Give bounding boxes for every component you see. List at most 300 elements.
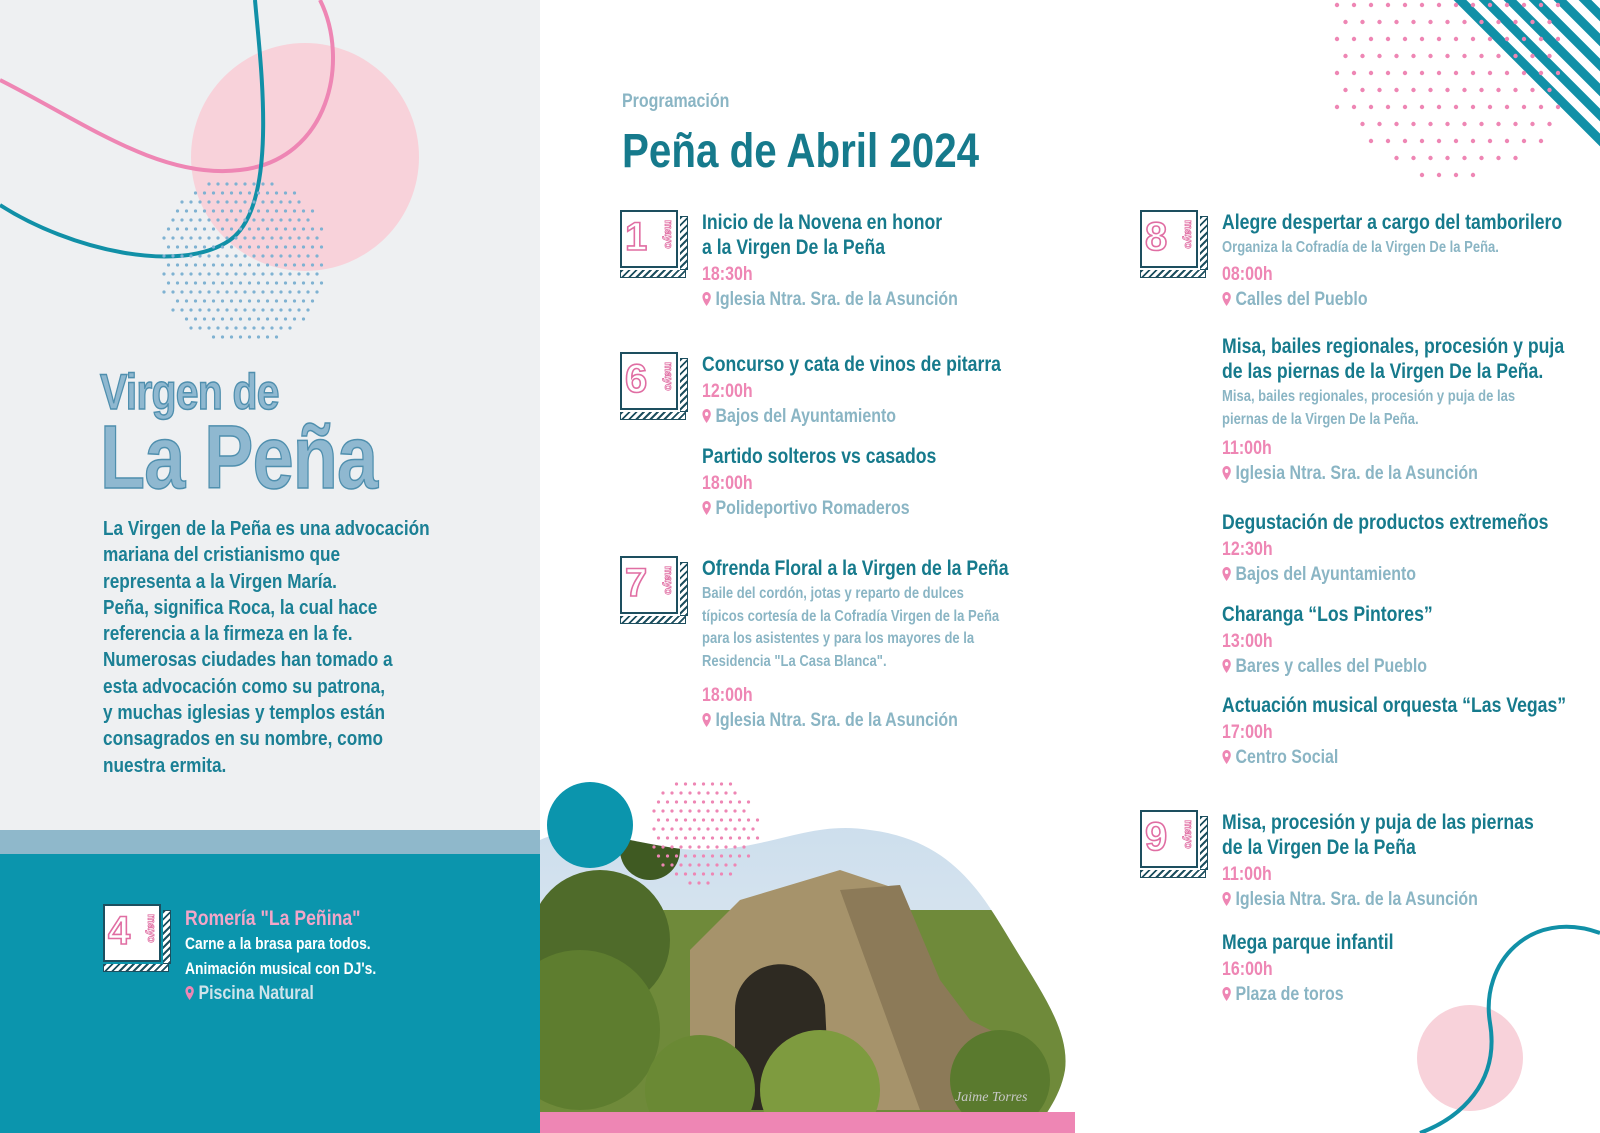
dot	[284, 245, 287, 248]
dot	[216, 326, 219, 329]
dot	[194, 245, 197, 248]
dot	[711, 854, 714, 857]
event-place	[1222, 562, 1548, 587]
dot	[702, 800, 705, 803]
dot	[1411, 122, 1415, 126]
dot	[738, 836, 741, 839]
ermita-photo	[540, 780, 1080, 1133]
dot	[203, 227, 206, 230]
dot	[261, 290, 264, 293]
dot	[257, 209, 260, 212]
dot	[167, 227, 170, 230]
dot	[234, 218, 237, 221]
dot	[1471, 139, 1475, 143]
dot	[212, 227, 215, 230]
event-romeria	[185, 906, 376, 1006]
dot	[684, 872, 687, 875]
dot-pattern	[150, 170, 350, 350]
photo-credit: Jaime Torres	[955, 1090, 1028, 1105]
dot	[284, 281, 287, 284]
dot	[1471, 37, 1475, 41]
dot	[697, 809, 700, 812]
dot	[702, 854, 705, 857]
event-title: de las piernas de la Virgen De la Peña.	[1222, 360, 1544, 383]
dot	[302, 227, 305, 230]
dot	[293, 281, 296, 284]
dot	[207, 326, 210, 329]
event-title: Concurso y cata de vinos de pitarra	[702, 353, 1002, 376]
dot	[198, 326, 201, 329]
intro-line: Peña, significa Roca, la cual hace	[103, 596, 378, 619]
dot	[1471, 173, 1475, 177]
dot	[661, 809, 664, 812]
dot	[212, 191, 215, 194]
dot	[176, 209, 179, 212]
dot	[688, 863, 691, 866]
dot	[1513, 88, 1517, 92]
dot	[1556, 105, 1560, 109]
dot	[221, 227, 224, 230]
dot	[756, 836, 759, 839]
dot	[1547, 88, 1551, 92]
dot	[1556, 71, 1560, 75]
dot	[1462, 88, 1466, 92]
dot	[666, 818, 669, 821]
dot	[1437, 105, 1441, 109]
dot	[216, 200, 219, 203]
dot	[1505, 139, 1509, 143]
dot	[1471, 3, 1475, 7]
intro-line: La Virgen de la Peña es una advocación	[103, 518, 430, 540]
dot	[657, 818, 660, 821]
dot	[162, 272, 165, 275]
date-badge-7-mayo	[620, 556, 680, 616]
dot	[311, 209, 314, 212]
dot	[652, 827, 655, 830]
dot	[715, 791, 718, 794]
event-partido	[702, 444, 936, 521]
dot	[1403, 139, 1407, 143]
event-place	[1222, 887, 1534, 912]
dot	[239, 209, 242, 212]
dot	[221, 191, 224, 194]
event-orquesta	[1222, 693, 1566, 770]
dot	[225, 326, 228, 329]
dot	[162, 236, 165, 239]
dot	[288, 254, 291, 257]
dot	[320, 281, 323, 284]
event-title: Mega parque infantil	[1222, 931, 1394, 954]
badge-month: mayo	[1182, 820, 1194, 849]
dot	[1369, 139, 1373, 143]
dot	[747, 836, 750, 839]
intro-line: nuestra ermita.	[103, 754, 227, 777]
dot	[315, 272, 318, 275]
location-pin-icon	[185, 986, 194, 1000]
dot	[684, 854, 687, 857]
dot	[666, 800, 669, 803]
dot	[684, 818, 687, 821]
event-place	[702, 404, 1001, 429]
dot	[257, 245, 260, 248]
dot	[203, 299, 206, 302]
dot	[742, 827, 745, 830]
dot	[230, 317, 233, 320]
dot	[171, 272, 174, 275]
dot	[180, 236, 183, 239]
dot	[212, 317, 215, 320]
dot	[279, 236, 282, 239]
dot	[189, 218, 192, 221]
dot	[216, 308, 219, 311]
dot	[234, 254, 237, 257]
dot	[702, 836, 705, 839]
dot	[711, 800, 714, 803]
event-misa-procesion	[1222, 810, 1534, 912]
dot	[275, 263, 278, 266]
dot	[261, 182, 264, 185]
dot	[688, 791, 691, 794]
dot	[207, 218, 210, 221]
dot	[747, 818, 750, 821]
dot	[733, 827, 736, 830]
dot	[1556, 3, 1560, 7]
dot	[302, 209, 305, 212]
dot	[230, 209, 233, 212]
dot	[180, 272, 183, 275]
dot	[266, 227, 269, 230]
dot	[652, 809, 655, 812]
dot	[1420, 71, 1424, 75]
dot	[1343, 88, 1347, 92]
dot	[1335, 71, 1339, 75]
dot	[711, 836, 714, 839]
event-title: Degustación de productos extremeños	[1222, 511, 1549, 534]
dot	[297, 272, 300, 275]
dot	[225, 290, 228, 293]
dot	[216, 236, 219, 239]
dot	[234, 236, 237, 239]
dot	[243, 254, 246, 257]
dot	[212, 299, 215, 302]
dot	[225, 218, 228, 221]
dot	[185, 209, 188, 212]
dot	[1539, 3, 1543, 7]
dot	[243, 218, 246, 221]
dot	[675, 800, 678, 803]
dot	[297, 236, 300, 239]
dot	[288, 200, 291, 203]
dot	[207, 200, 210, 203]
dot	[248, 335, 251, 338]
dot	[657, 800, 660, 803]
badge-month: mayo	[662, 220, 674, 249]
event-title: Misa, procesión y puja de las piernas	[1222, 811, 1534, 834]
dot	[194, 209, 197, 212]
dot	[675, 854, 678, 857]
event-ofrenda	[702, 556, 1009, 733]
location-pin-icon	[1222, 659, 1231, 673]
dot	[1369, 71, 1373, 75]
dot	[221, 209, 224, 212]
location-pin-icon	[1222, 567, 1231, 581]
dot	[1454, 71, 1458, 75]
intro-line: referencia a la firmeza en la fe.	[103, 623, 353, 646]
dot	[697, 845, 700, 848]
dot	[261, 326, 264, 329]
event-concurso	[702, 352, 1001, 429]
place-text: Iglesia Ntra. Sra. de la Asunción	[715, 710, 958, 731]
location-pin-icon	[702, 292, 711, 306]
dot	[194, 263, 197, 266]
dot	[1547, 54, 1551, 58]
dot	[1386, 3, 1390, 7]
dot	[275, 227, 278, 230]
dot	[248, 209, 251, 212]
intro-line: consagrados en su nombre, como	[103, 728, 384, 751]
dot	[1471, 105, 1475, 109]
main-title: Peña de Abril 2024	[622, 125, 980, 178]
dot	[302, 317, 305, 320]
dot	[252, 290, 255, 293]
dot	[702, 782, 705, 785]
dot	[1505, 105, 1509, 109]
dot	[697, 827, 700, 830]
dot	[706, 863, 709, 866]
dot	[203, 317, 206, 320]
dot	[261, 200, 264, 203]
dot	[239, 317, 242, 320]
dot	[198, 218, 201, 221]
badge-month: mayo	[145, 914, 157, 943]
dot-pattern	[630, 775, 770, 885]
dot	[257, 299, 260, 302]
dot	[252, 218, 255, 221]
dot	[1403, 3, 1407, 7]
dot	[1471, 71, 1475, 75]
dot	[1462, 122, 1466, 126]
date-badge-1-mayo	[620, 210, 680, 270]
intro-text	[103, 516, 447, 779]
dot	[252, 236, 255, 239]
dot	[230, 299, 233, 302]
dot	[293, 227, 296, 230]
dot	[720, 782, 723, 785]
dot	[297, 218, 300, 221]
dot	[203, 245, 206, 248]
dot	[1420, 105, 1424, 109]
dot	[180, 254, 183, 257]
location-pin-icon	[702, 713, 711, 727]
dot	[751, 827, 754, 830]
dot	[279, 218, 282, 221]
dot	[284, 191, 287, 194]
dot	[189, 272, 192, 275]
dot	[1496, 122, 1500, 126]
dot	[1437, 71, 1441, 75]
place-text: Iglesia Ntra. Sra. de la Asunción	[715, 289, 958, 310]
dot	[311, 227, 314, 230]
dot	[1479, 88, 1483, 92]
dot	[248, 227, 251, 230]
location-pin-icon	[1222, 466, 1231, 480]
dot	[1386, 37, 1390, 41]
dot	[180, 308, 183, 311]
dot	[652, 845, 655, 848]
dot	[688, 809, 691, 812]
dot	[234, 182, 237, 185]
event-title: a la Virgen De la Peña	[702, 236, 886, 259]
dot	[279, 326, 282, 329]
dot	[221, 317, 224, 320]
dot	[225, 254, 228, 257]
event-desc: Baile del cordón, jotas y reparto de dulces	[702, 585, 964, 602]
event-charanga	[1222, 602, 1433, 679]
event-title: Misa, bailes regionales, procesión y puja	[1222, 335, 1565, 358]
dot	[221, 281, 224, 284]
event-place	[1222, 654, 1433, 679]
dot	[176, 227, 179, 230]
dot	[742, 809, 745, 812]
dot	[311, 299, 314, 302]
dot	[288, 308, 291, 311]
dot	[1335, 3, 1339, 7]
dot	[720, 836, 723, 839]
dot	[1445, 54, 1449, 58]
dot	[724, 845, 727, 848]
dot	[1462, 156, 1466, 160]
dot	[715, 809, 718, 812]
dot	[266, 317, 269, 320]
event-place	[702, 708, 1009, 733]
dot	[1403, 105, 1407, 109]
dot	[189, 236, 192, 239]
dot	[198, 272, 201, 275]
dot	[1445, 88, 1449, 92]
dot	[320, 263, 323, 266]
dot	[270, 326, 273, 329]
dot	[180, 290, 183, 293]
dot	[1343, 20, 1347, 24]
dot	[1454, 3, 1458, 7]
dot	[225, 272, 228, 275]
dot	[257, 335, 260, 338]
dot	[1479, 20, 1483, 24]
location-pin-icon	[1222, 892, 1231, 906]
dot	[212, 335, 215, 338]
dot	[1386, 139, 1390, 143]
intro-line: y muchas iglesias y templos están	[103, 702, 386, 725]
dot	[216, 254, 219, 257]
dot	[320, 227, 323, 230]
curve-decoration	[1380, 903, 1600, 1133]
dot	[275, 191, 278, 194]
dot	[1522, 37, 1526, 41]
dot	[1377, 20, 1381, 24]
dot	[1445, 20, 1449, 24]
dot	[1488, 71, 1492, 75]
event-desc: para los asistentes y para los mayores de la	[702, 630, 975, 647]
dot	[248, 281, 251, 284]
dot	[1428, 54, 1432, 58]
event-title: Actuación musical orquesta “Las Vegas”	[1222, 694, 1567, 717]
dot	[252, 272, 255, 275]
dot	[1428, 88, 1432, 92]
dot	[688, 881, 691, 884]
dot	[1420, 139, 1424, 143]
dot	[171, 290, 174, 293]
dot	[216, 182, 219, 185]
dot	[257, 281, 260, 284]
dot	[162, 290, 165, 293]
dot	[234, 290, 237, 293]
dot	[679, 809, 682, 812]
event-time: 17:00h	[1222, 722, 1273, 743]
badge-day: 4	[108, 909, 131, 953]
dot	[1377, 54, 1381, 58]
dot	[738, 854, 741, 857]
dot	[315, 290, 318, 293]
event-place	[1222, 461, 1564, 486]
dot	[1488, 37, 1492, 41]
event-place	[1222, 982, 1394, 1007]
dot	[284, 317, 287, 320]
dot	[1403, 71, 1407, 75]
dot	[729, 818, 732, 821]
dot	[279, 272, 282, 275]
dot	[216, 290, 219, 293]
dot	[189, 200, 192, 203]
dot	[1411, 88, 1415, 92]
location-pin-icon	[1222, 292, 1231, 306]
dot	[230, 227, 233, 230]
event-novena	[702, 210, 958, 312]
dot	[225, 182, 228, 185]
badge-day: 1	[625, 215, 648, 259]
dot	[706, 809, 709, 812]
place-text: Piscina Natural	[198, 983, 314, 1004]
dot	[747, 854, 750, 857]
dot	[189, 254, 192, 257]
dot	[1454, 139, 1458, 143]
event-desc: Organiza la Cofradía de la Virgen De la Peña.	[1222, 239, 1499, 256]
event-place	[1222, 745, 1566, 770]
dot	[729, 782, 732, 785]
dot	[1496, 156, 1500, 160]
dot	[1505, 3, 1509, 7]
divider-band	[0, 830, 540, 854]
dot	[1445, 122, 1449, 126]
dot	[293, 245, 296, 248]
dot	[284, 209, 287, 212]
dot	[311, 263, 314, 266]
event-time: 12:30h	[1222, 539, 1273, 560]
title-line-1: Virgen de	[100, 364, 279, 420]
dot	[239, 227, 242, 230]
dot	[257, 263, 260, 266]
dot	[207, 236, 210, 239]
dot	[270, 218, 273, 221]
event-time: 18:00h	[702, 685, 753, 706]
dot	[288, 290, 291, 293]
dot	[1530, 122, 1534, 126]
dot	[756, 818, 759, 821]
dot	[1522, 139, 1526, 143]
dot	[248, 191, 251, 194]
dot	[180, 200, 183, 203]
dot	[1445, 156, 1449, 160]
dot	[270, 290, 273, 293]
